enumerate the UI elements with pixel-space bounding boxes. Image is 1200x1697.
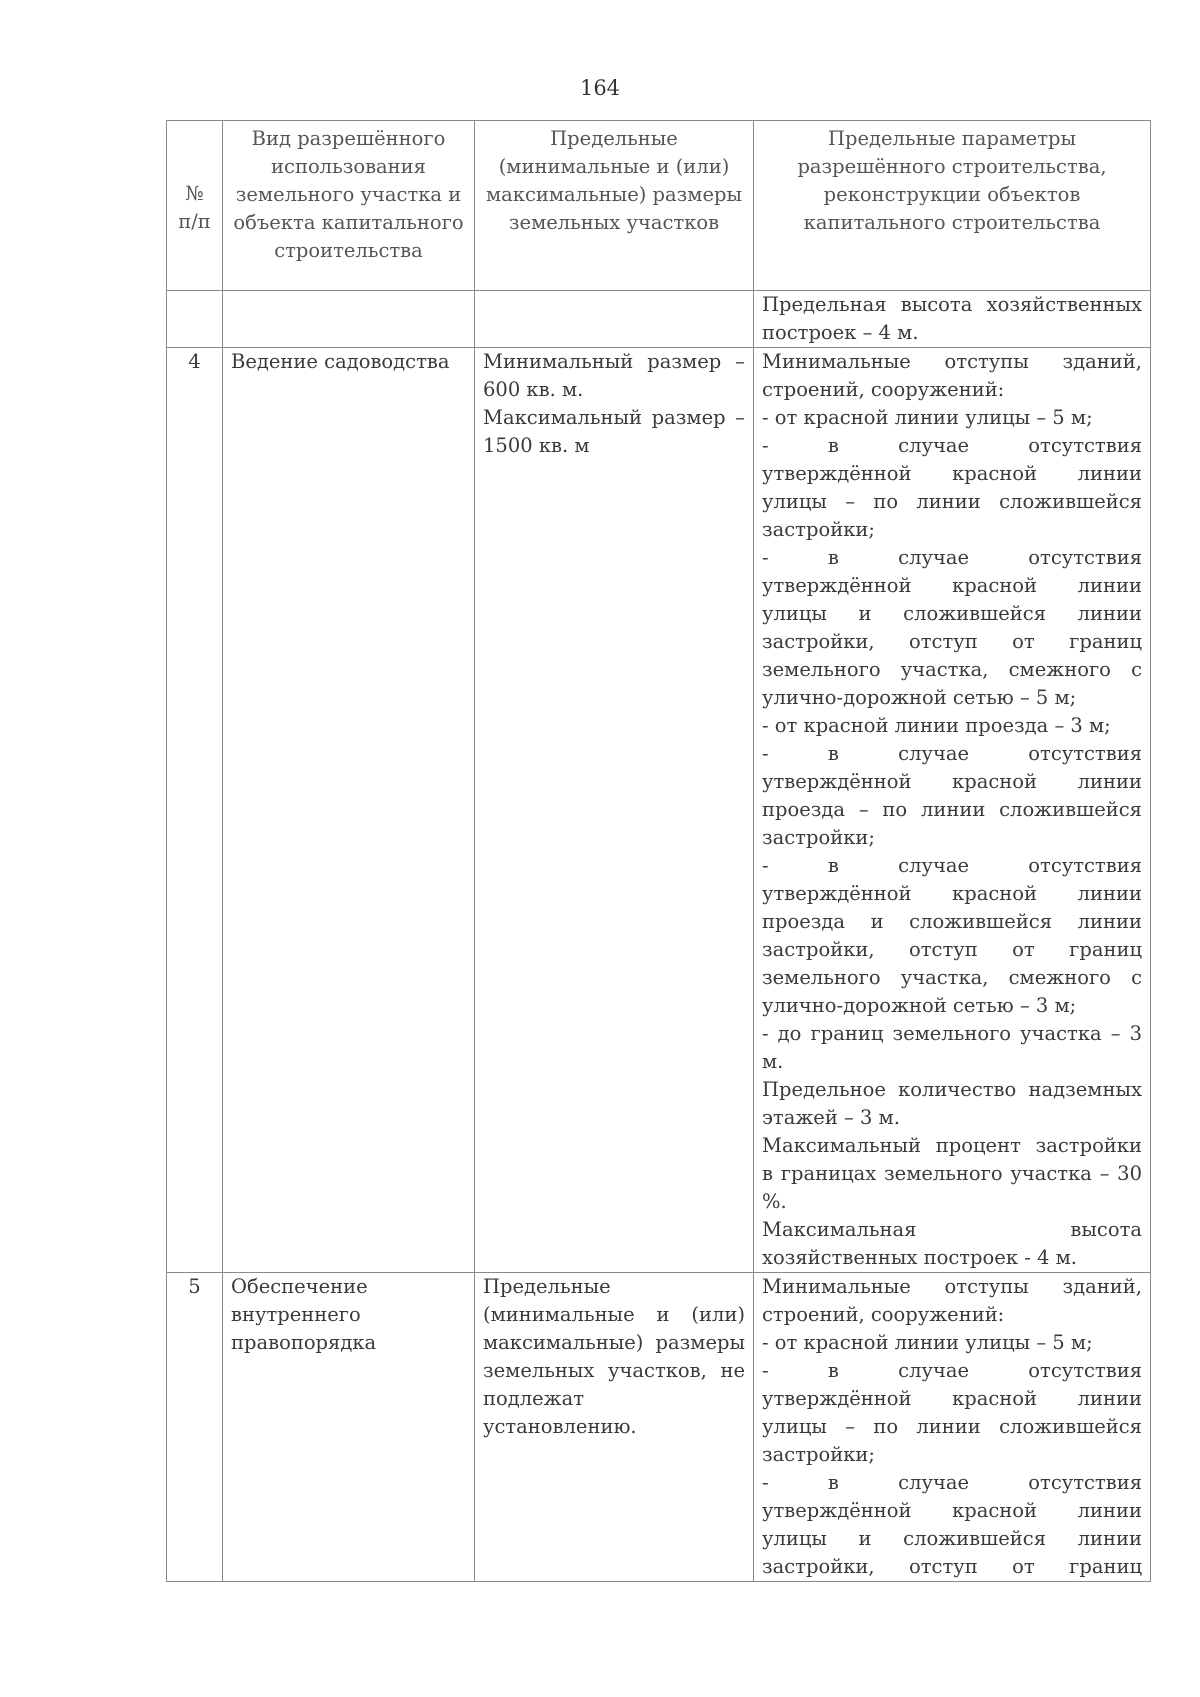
cell-line: - в случае отсутствия	[762, 742, 1142, 765]
cell-line: этажей – 3 м.	[762, 1106, 900, 1129]
cell-line: улицы и сложившейся линии	[762, 602, 1142, 625]
cell-line: застройки;	[762, 1443, 875, 1466]
cell-line: утверждённой красной линии	[762, 574, 1142, 597]
header-construction-params: Предельные параметры разрешённого строительства, реконструкции объектов капитального строительства	[754, 121, 1151, 291]
cell-line: застройки, отступ от границ	[762, 938, 1142, 961]
cell-line: строений, сооружений:	[762, 378, 1005, 401]
cell-line: улицы и сложившейся линии	[762, 1527, 1142, 1550]
cell-line: построек – 4 м.	[762, 321, 919, 344]
cell-line: максимальные) размеры	[483, 1331, 745, 1354]
header-num: № п/п	[167, 121, 223, 291]
cell-line: хозяйственных построек - 4 м.	[762, 1246, 1077, 1269]
cell-line: земельного участка, смежного с	[762, 966, 1142, 989]
cell-line: Минимальные отступы зданий,	[762, 1275, 1142, 1298]
continuation-num	[167, 291, 223, 348]
cell-line: - в случае отсутствия	[762, 546, 1142, 569]
cell-line: утверждённой красной линии	[762, 882, 1142, 905]
cell-line: в границах земельного участка – 30	[762, 1162, 1142, 1185]
row-4-num: 4	[167, 348, 223, 1273]
cell-line: внутреннего	[231, 1303, 361, 1326]
continuation-params	[754, 291, 1151, 348]
cell-line: - в случае отсутствия	[762, 434, 1142, 457]
page-number: 164	[579, 76, 621, 100]
header-use-type: Вид разрешённого использования земельного участка и объекта капитального строительства	[223, 121, 475, 291]
continuation-plot-sizes	[475, 291, 754, 348]
cell-line: улично-дорожной сетью – 3 м;	[762, 994, 1077, 1017]
cell-line: установлению.	[483, 1415, 637, 1438]
cell-line: проезда и сложившейся линии	[762, 910, 1142, 933]
cell-line: проезда – по линии сложившейся	[762, 798, 1142, 821]
cell-line: 1500 кв. м	[483, 434, 590, 457]
cell-line: земельного участка, смежного с	[762, 658, 1142, 681]
cell-line: застройки, отступ от границ	[762, 630, 1142, 653]
cell-line: застройки, отступ от границ	[762, 1555, 1142, 1578]
cell-line: застройки;	[762, 826, 875, 849]
cell-line: Обеспечение	[231, 1275, 368, 1298]
cell-line: правопорядка	[231, 1331, 377, 1354]
cell-line: - до границ земельного участка – 3	[762, 1022, 1142, 1045]
row-5-plot-sizes	[475, 1273, 754, 1582]
cell-line: улицы – по линии сложившейся	[762, 1415, 1142, 1438]
cell-line: - в случае отсутствия	[762, 854, 1142, 877]
cell-line: застройки;	[762, 518, 875, 541]
row-5-params	[754, 1273, 1151, 1582]
row-5-num: 5	[167, 1273, 223, 1582]
row-4-use-type: Ведение садоводства	[223, 348, 475, 1273]
cell-line: Максимальный размер –	[483, 406, 745, 429]
cell-line: (минимальные и (или)	[483, 1303, 745, 1326]
continuation-use-type	[223, 291, 475, 348]
cell-line: Предельное количество надземных	[762, 1078, 1142, 1101]
table-row-5	[167, 1273, 1151, 1582]
cell-line: Минимальные отступы зданий,	[762, 350, 1142, 373]
cell-line: - в случае отсутствия	[762, 1359, 1142, 1382]
cell-line: м.	[762, 1050, 784, 1073]
land-use-parameters-table	[166, 120, 1151, 1582]
cell-line: 600 кв. м.	[483, 378, 584, 401]
cell-line: - в случае отсутствия	[762, 1471, 1142, 1494]
cell-line: %.	[762, 1190, 787, 1213]
row-5-use-type	[223, 1273, 475, 1582]
cell-line: Максимальный процент застройки	[762, 1134, 1142, 1157]
cell-line: - от красной линии проезда – 3 м;	[762, 714, 1111, 737]
cell-line: - от красной линии улицы – 5 м;	[762, 1331, 1093, 1354]
cell-line: утверждённой красной линии	[762, 462, 1142, 485]
cell-line: подлежат	[483, 1387, 585, 1410]
header-plot-sizes: Предельные (минимальные и (или) максимальные) размеры земельных участков	[475, 121, 754, 291]
table-row-continuation	[167, 291, 1151, 348]
cell-line: земельных участков, не	[483, 1359, 745, 1382]
row-4-plot-sizes	[475, 348, 754, 1273]
cell-line: Максимальная высота	[762, 1218, 1142, 1241]
cell-line: утверждённой красной линии	[762, 1499, 1142, 1522]
table-header-row	[167, 121, 1151, 291]
cell-line: улично-дорожной сетью – 5 м;	[762, 686, 1077, 709]
cell-line: строений, сооружений:	[762, 1303, 1005, 1326]
cell-line: Предельная высота хозяйственных	[762, 293, 1142, 316]
cell-line: Предельные	[483, 1275, 611, 1298]
cell-line: утверждённой красной линии	[762, 1387, 1142, 1410]
table-row-4	[167, 348, 1151, 1273]
cell-line: Минимальный размер –	[483, 350, 745, 373]
cell-line: улицы – по линии сложившейся	[762, 490, 1142, 513]
cell-line: - от красной линии улицы – 5 м;	[762, 406, 1093, 429]
row-4-params	[754, 348, 1151, 1273]
cell-line: утверждённой красной линии	[762, 770, 1142, 793]
